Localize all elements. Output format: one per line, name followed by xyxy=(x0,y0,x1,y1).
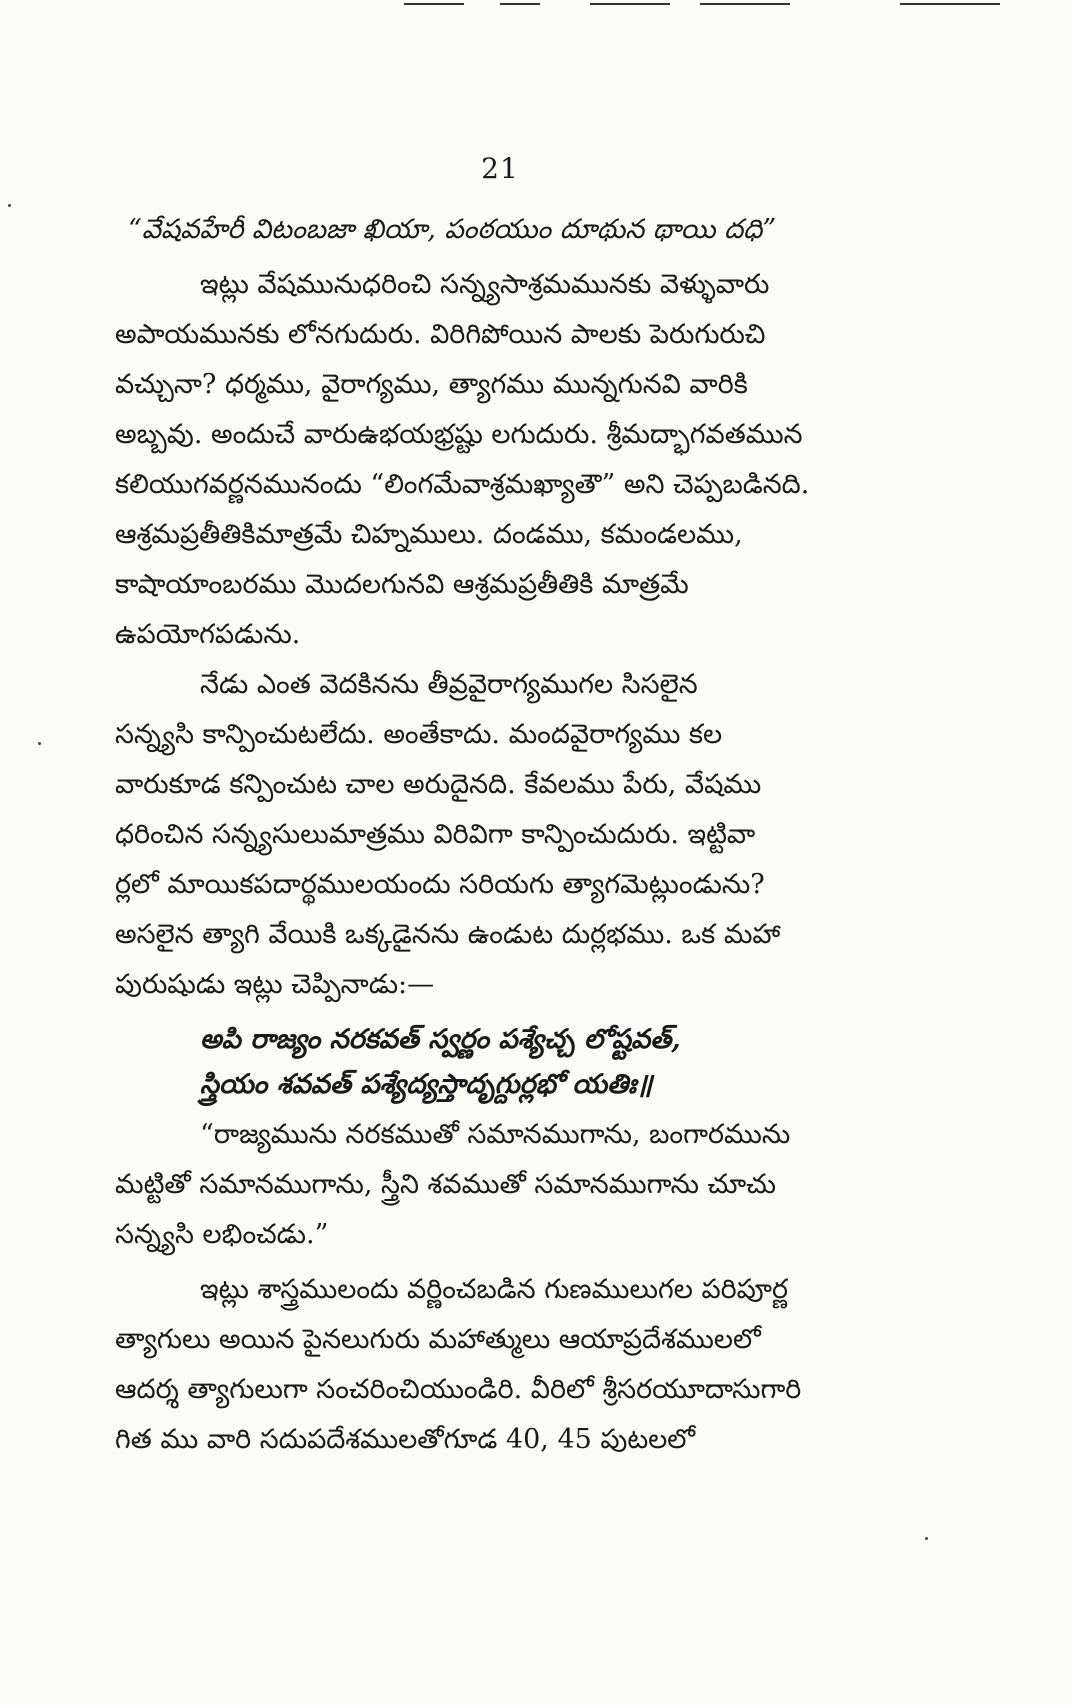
text-line: ఇట్లు శాస్త్రములందు వర్ణించబడిన గుణములుగల పరిపూర్ణ xyxy=(200,1274,789,1305)
text-line: “రాజ్యమును నరకముతో సమానముగాను, బంగారమును xyxy=(200,1119,791,1150)
text-line: నేడు ఎంత వెదకినను తీవ్రవైరాగ్యముగల సిసలైన xyxy=(200,669,698,700)
top-rule-2 xyxy=(500,3,540,5)
text-line: అసలైన త్యాగి వేయికి ఒక్కడైనను ఉండుట దుర్లభము. ఒక మహా xyxy=(115,919,781,950)
scan-speck xyxy=(925,1537,928,1540)
text-line: అపాయమునకు లోనగుదురు. విరిగిపోయిన పాలకు పెరుగురుచి xyxy=(115,319,766,350)
text-line: “వేషవహేరీ విటంబజా ఖియా, పంఠయుం దూథున థాయి దధి” xyxy=(128,214,777,245)
top-rule-5 xyxy=(900,3,1000,5)
text-line: త్యాగులు అయిన పైనలుగురు మహాత్ములు ఆయాప్రదేశములలో xyxy=(115,1324,761,1355)
text-line: ధరించిన సన్న్యసులుమాత్రము విరివిగా కాన్పించుదురు. ఇట్టివా xyxy=(115,819,756,850)
page-number: 21 xyxy=(481,152,519,185)
text-line: ర్లలో మాయికపదార్థములయందు సరియగు త్యాగమెట్లుండును? xyxy=(115,869,765,900)
text-line: వారుకూడ కన్పించుట చాల అరుదైనది. కేవలము పేరు, వేషము xyxy=(115,769,762,800)
scan-speck xyxy=(8,204,11,207)
text-line: సన్న్యసి కాన్పించుటలేదు. అంతేకాదు. మందవైరాగ్యము కల xyxy=(115,719,723,750)
text-line: ఇట్లు వేషమునుధరించి సన్న్యసాశ్రమమునకు వెళ్ళువారు xyxy=(200,269,770,300)
top-rule-4 xyxy=(700,3,790,5)
text-line: అపి రాజ్యం నరకవత్ స్వర్ణం పశ్యేచ్చ లోష్టవత్, xyxy=(200,1024,681,1055)
text-line: ఉపయోగపడును. xyxy=(115,619,301,650)
text-line: కలియుగవర్ణనమునందు “లింగమేవాశ్రమఖ్యాతౌ” అని చెప్పబడినది. xyxy=(115,469,810,500)
text-line: స్త్రియం శవవత్ పశ్యేద్యస్తాదృగ్దుర్లభో యతిః॥ xyxy=(200,1069,653,1100)
text-line: మట్టితో సమానముగాను, స్త్రీని శవముతో సమానముగాను చూచు xyxy=(115,1169,776,1200)
top-rule-1 xyxy=(404,3,464,5)
text-line: కాషాయాంబరము మొదలగునవి ఆశ్రమప్రతీతికి మాత్రమే xyxy=(115,569,689,600)
text-line: వచ్చునా? ధర్మము, వైరాగ్యము, త్యాగము మున్నగునవి వారికి xyxy=(115,369,748,400)
text-line: ఆశ్రమప్రతీతికిమాత్రమే చిహ్నములు. దండము, కమండలము, xyxy=(115,519,743,550)
text-line: గిత ము వారి సదుపదేశములతోగూడ 40, 45 పుటలలో xyxy=(115,1424,696,1455)
text-line: పురుషుడు ఇట్లు చెప్పినాడు:— xyxy=(115,969,435,1000)
text-line: అబ్బవు. అందుచే వారుఉభయభ్రష్టు లగుదురు. శ్రీమద్భాగవతమున xyxy=(115,419,803,450)
top-rule-3 xyxy=(590,3,670,5)
text-line: సన్న్యసి లభించడు.” xyxy=(115,1219,329,1250)
scan-speck xyxy=(38,742,41,745)
text-line: ఆదర్శ త్యాగులుగా సంచరించియుండిరి. వీరిలో శ్రీసరయూదాసుగారి xyxy=(115,1374,802,1405)
